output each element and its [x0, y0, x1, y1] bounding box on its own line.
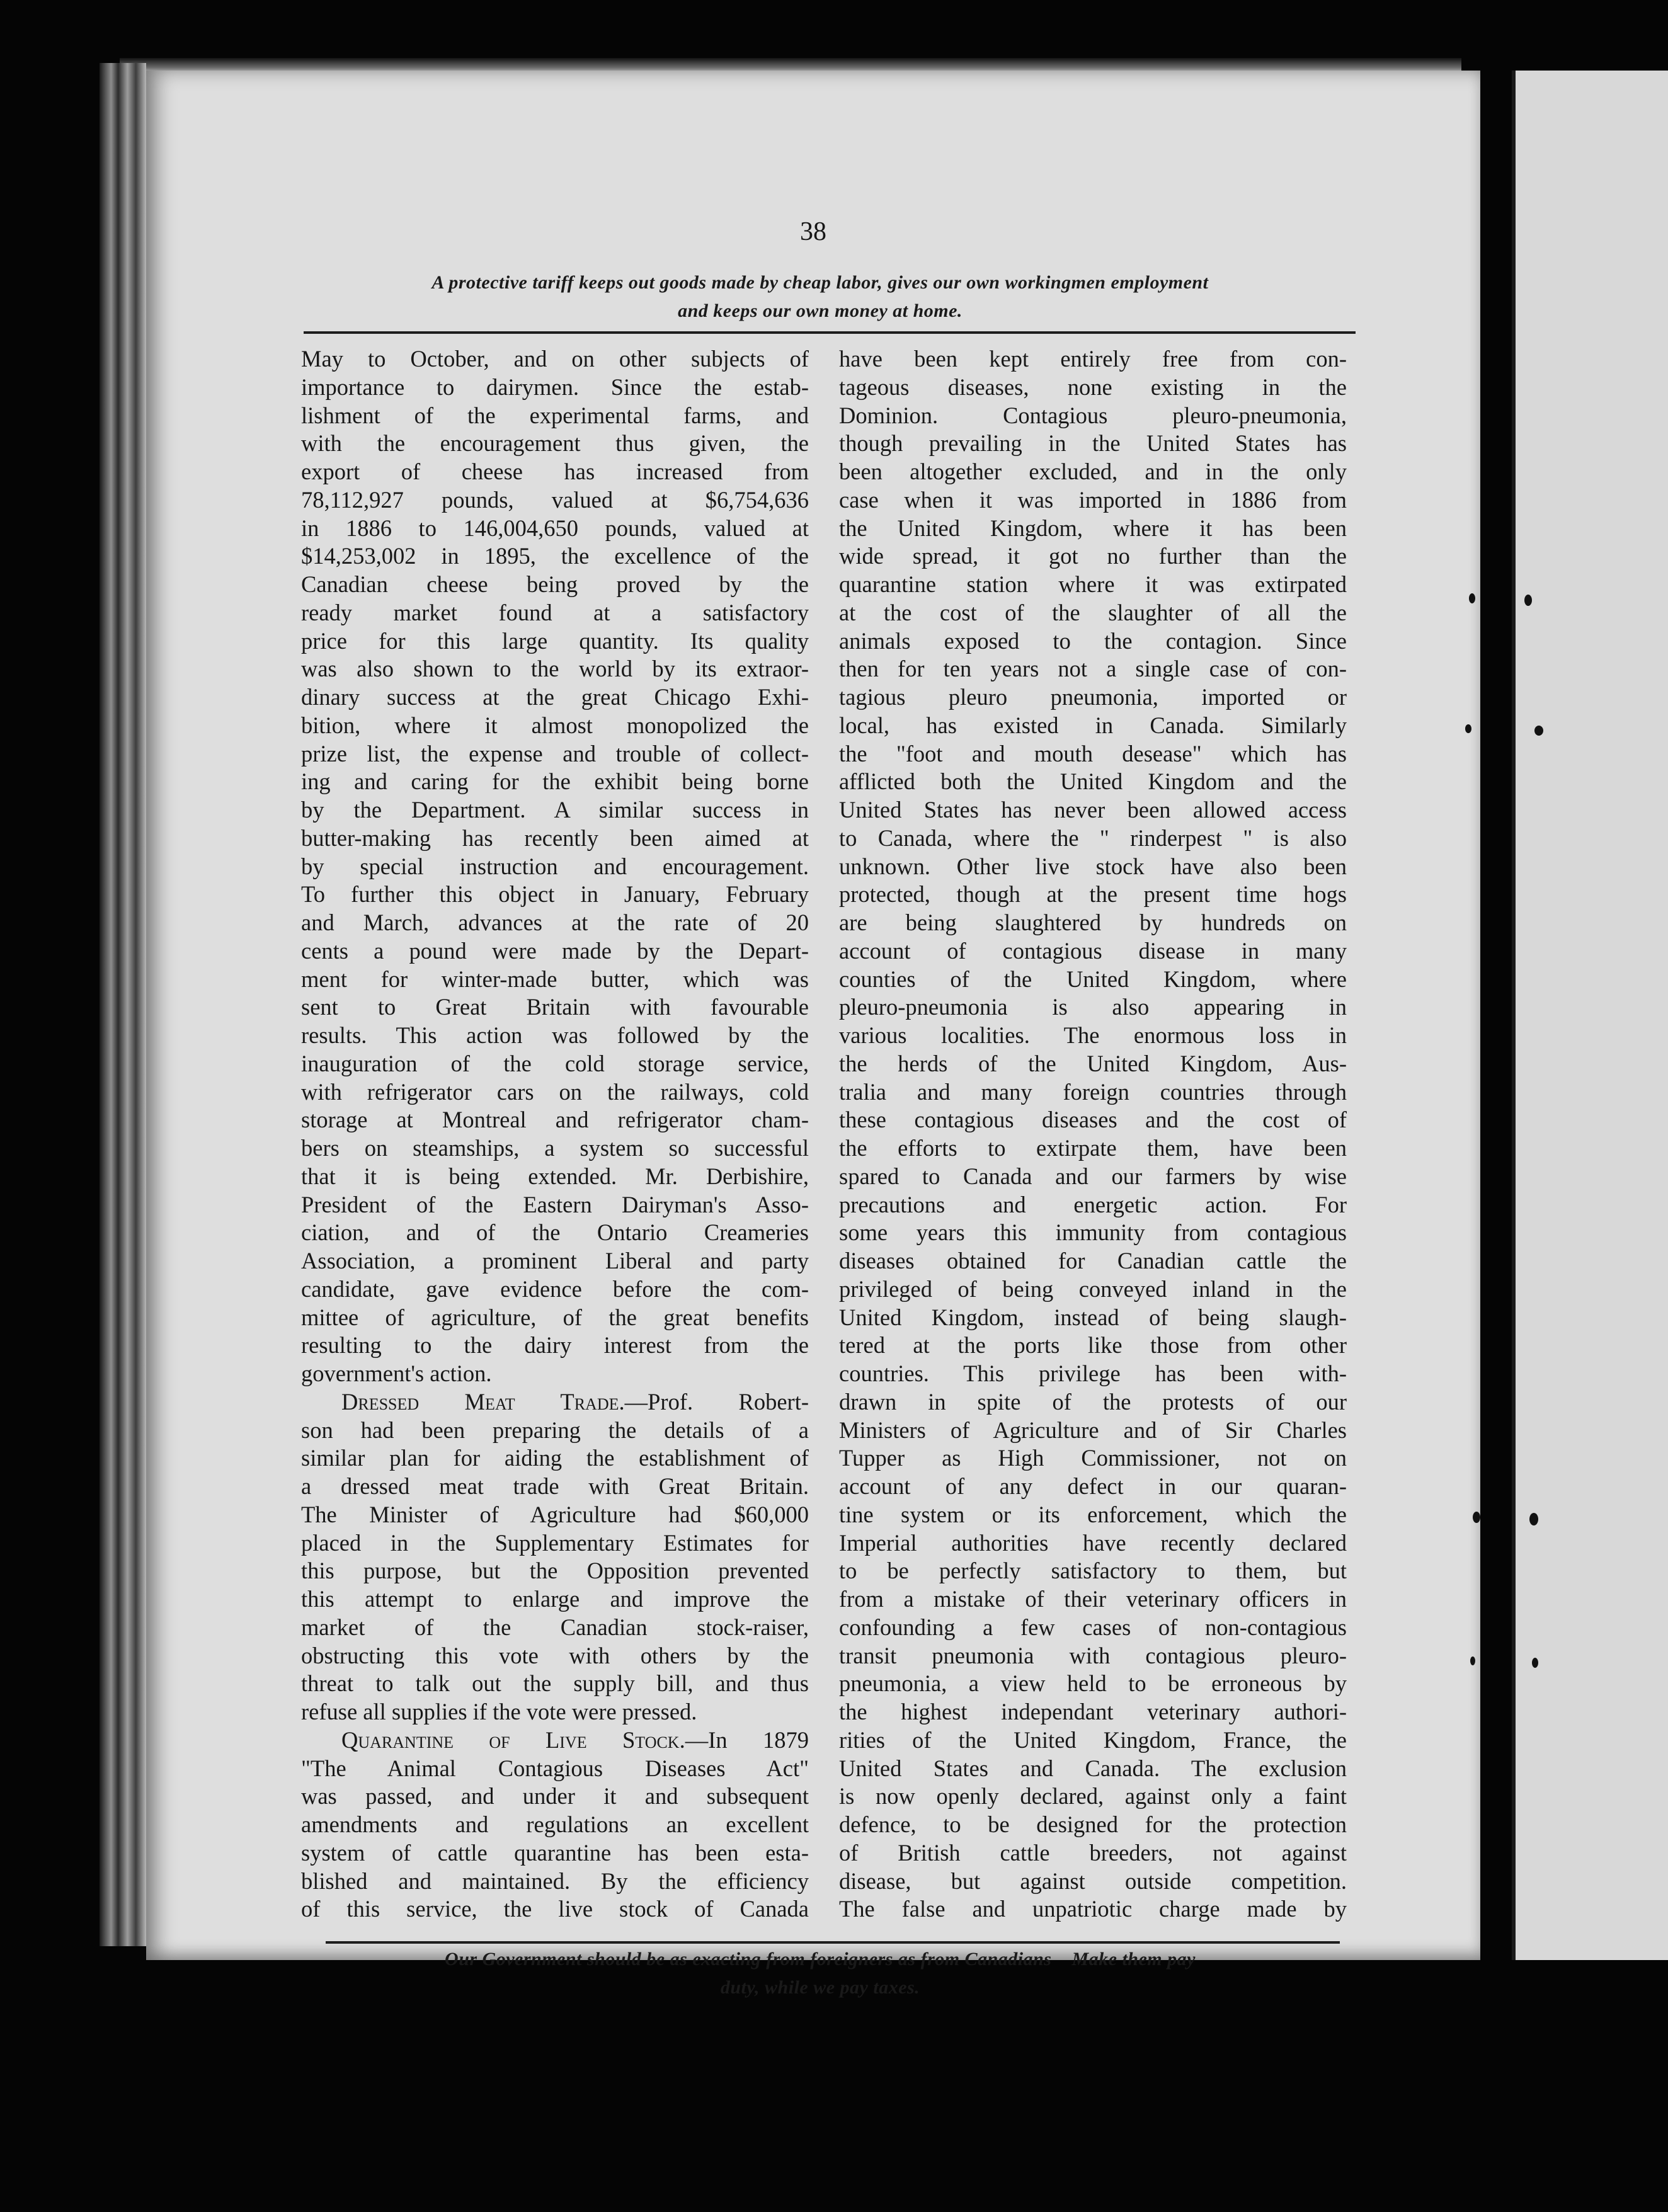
text-line: Association, a prominent Liberal and party — [301, 1248, 809, 1274]
text-line: the herds of the United Kingdom, Aus- — [839, 1050, 1347, 1076]
text-line: pneumonia, a view held to be erroneous by — [839, 1670, 1347, 1697]
text-line: candidate, gave evidence before the com- — [301, 1275, 809, 1302]
text-line: "The Animal Contagious Diseases Act" — [301, 1755, 809, 1781]
text-line: tageous diseases, none existing in the — [839, 373, 1347, 400]
text-line: was also shown to the world by its extraor- — [301, 656, 809, 682]
ink-speck — [1470, 1656, 1475, 1665]
text-line: was passed, and under it and subsequent — [301, 1783, 809, 1810]
text-line: ment for winter-made butter, which was — [301, 966, 809, 992]
text-line: account of any defect in our quaran- — [839, 1473, 1347, 1499]
text-line: son had been preparing the details of a — [301, 1417, 809, 1443]
ink-speck — [1473, 1512, 1480, 1523]
text-line: $14,253,002 in 1895, the excellence of the — [301, 543, 809, 569]
text-line: The false and unpatriotic charge made by — [839, 1896, 1347, 1922]
text-line: Tupper as High Commissioner, not on — [839, 1445, 1347, 1471]
text-line: by the Department. A similar success in — [301, 797, 809, 823]
text-line: case when it was imported in 1886 from — [839, 486, 1347, 513]
text-line: precautions and energetic action. For — [839, 1191, 1347, 1217]
text-line: butter-making has recently been aimed at — [301, 824, 809, 851]
text-line: price for this large quantity. Its quality — [301, 627, 809, 654]
text-line: cents a pound were made by the Depart- — [301, 937, 809, 964]
text-line: transit pneumonia with contagious pleuro- — [839, 1642, 1347, 1668]
text-line: animals exposed to the contagion. Since — [839, 627, 1347, 654]
text-line: United Kingdom, instead of being slaugh- — [839, 1304, 1347, 1330]
text-line: results. This action was followed by the — [301, 1022, 809, 1048]
text-line: have been kept entirely free from con- — [839, 346, 1347, 372]
text-line: export of cheese has increased from — [301, 459, 809, 484]
text-line: the United Kingdom, where it has been — [839, 515, 1347, 541]
text-line: a dressed meat trade with Great Britain. — [301, 1473, 809, 1499]
text-line: to be perfectly satisfactory to them, but — [839, 1558, 1347, 1584]
text-line: Dominion. Contagious pleuro-pneumonia, — [839, 402, 1347, 428]
text-line: similar plan for aiding the establishment of — [301, 1445, 809, 1471]
header-rule — [304, 331, 1356, 334]
text-line — [301, 1388, 809, 1417]
ink-speck — [1465, 724, 1471, 733]
text-line: United States has never been allowed access — [839, 797, 1347, 823]
text-line: afflicted both the United Kingdom and the — [839, 768, 1347, 795]
text-line: tered at the ports like those from other — [839, 1332, 1347, 1359]
text-line: To further this object in January, February — [301, 881, 809, 908]
footer-motto-line: duty, while we pay taxes. — [720, 1976, 920, 1998]
text-line: ciation, and of the Ontario Creameries — [301, 1219, 809, 1246]
text-line: various localities. The enormous loss in — [839, 1022, 1347, 1048]
text-line: government's action. — [301, 1360, 492, 1386]
text-line: privileged of being conveyed inland in the — [839, 1275, 1347, 1302]
text-line: this purpose, but the Opposition prevented — [301, 1558, 809, 1584]
text-line: disease, but against outside competition. — [839, 1867, 1347, 1894]
text-line: account of contagious disease in many — [839, 937, 1347, 964]
text-line: inauguration of the cold storage service, — [301, 1050, 809, 1076]
text-line: obstructing this vote with others by the — [301, 1642, 809, 1668]
text-fragment: —In 1879 — [685, 1726, 809, 1753]
section-heading-dressed-meat-trade: Dressed Meat Trade. — [341, 1388, 625, 1415]
text-fragment: —Prof. Robert- — [624, 1388, 809, 1415]
text-line: prize list, the expense and trouble of collect- — [301, 740, 809, 767]
text-line: United States and Canada. The exclusion — [839, 1755, 1347, 1781]
text-line: diseases obtained for Canadian cattle the — [839, 1248, 1347, 1274]
text-line: the "foot and mouth desease" which has — [839, 740, 1347, 767]
text-line: threat to talk out the supply bill, and thus — [301, 1670, 809, 1697]
text-line: from a mistake of their veterinary officers in — [839, 1586, 1347, 1612]
text-line: market of the Canadian stock-raiser, — [301, 1614, 809, 1640]
text-line: importance to dairymen. Since the estab- — [301, 373, 809, 400]
right-column — [839, 345, 1347, 1924]
text-line: refuse all supplies if the vote were pressed. — [301, 1699, 697, 1725]
text-line: of this service, the live stock of Canada — [301, 1896, 809, 1922]
text-line: mittee of agriculture, of the great benefits — [301, 1304, 809, 1330]
text-line: that it is being extended. Mr. Derbishire, — [301, 1163, 809, 1189]
header-motto-line: and keeps our own money at home. — [678, 300, 963, 321]
text-line: drawn in spite of the protests of our — [839, 1388, 1347, 1415]
text-line: protected, though at the present time hogs — [839, 881, 1347, 908]
text-line: tine system or its enforcement, which the — [839, 1501, 1347, 1527]
text-line: the efforts to extirpate them, have been — [839, 1135, 1347, 1161]
text-line: local, has existed in Canada. Similarly — [839, 712, 1347, 738]
text-line: though prevailing in the United States has — [839, 430, 1347, 457]
text-line: is now openly declared, against only a faint — [839, 1783, 1347, 1810]
document-page — [146, 71, 1480, 1998]
text-line: of British cattle breeders, not against — [839, 1839, 1347, 1866]
text-line: with refrigerator cars on the railways, cold — [301, 1078, 809, 1105]
text-line — [301, 1726, 809, 1755]
text-line: wide spread, it got no further than the — [839, 543, 1347, 569]
adjacent-page-edge — [1512, 71, 1668, 1960]
text-line: spared to Canada and our farmers by wise — [839, 1163, 1347, 1189]
text-line: been altogether excluded, and in the only — [839, 459, 1347, 484]
text-line: bers on steamships, a system so successful — [301, 1135, 809, 1161]
text-line: then for ten years not a single case of con- — [839, 656, 1347, 682]
text-line: countries. This privilege has been with- — [839, 1360, 1347, 1386]
text-line: this attempt to enlarge and improve the — [301, 1586, 809, 1612]
text-line: and March, advances at the rate of 20 — [301, 909, 809, 935]
text-line: the highest independant veterinary authori- — [839, 1699, 1347, 1725]
text-line: storage at Montreal and refrigerator cham- — [301, 1107, 809, 1133]
text-line: by special instruction and encouragement. — [301, 853, 809, 879]
page-stack-left-edge — [100, 63, 146, 1946]
text-line: rities of the United Kingdom, France, the — [839, 1726, 1347, 1753]
text-line: The Minister of Agriculture had $60,000 — [301, 1501, 809, 1527]
text-line: quarantine station where it was extirpated — [839, 571, 1347, 597]
footer-motto — [316, 1947, 1324, 2004]
header-motto — [297, 271, 1343, 328]
text-line: these contagious diseases and the cost of — [839, 1107, 1347, 1133]
text-line: amendments and regulations an excellent — [301, 1811, 809, 1837]
text-line: May to October, and on other subjects of — [301, 346, 809, 372]
text-line: to Canada, where the " rinderpest " is also — [839, 824, 1347, 851]
text-line: 78,112,927 pounds, valued at $6,754,636 — [301, 486, 809, 513]
footer-motto-line: Our Government should be as exacting from foreigners as from Canadians Make them pay — [445, 1949, 1196, 1970]
text-line: confounding a few cases of non-contagious — [839, 1614, 1347, 1640]
text-line: some years this immunity from contagious — [839, 1219, 1347, 1246]
text-line: bition, where it almost monopolized the — [301, 712, 809, 738]
text-line: are being slaughtered by hundreds on — [839, 909, 1347, 935]
text-line: counties of the United Kingdom, where — [839, 966, 1347, 992]
text-line: ready market found at a satisfactory — [301, 599, 809, 625]
left-column — [301, 345, 809, 1924]
text-line: lishment of the experimental farms, and — [301, 402, 809, 428]
text-line: Ministers of Agriculture and of Sir Charles — [839, 1417, 1347, 1443]
text-line: Imperial authorities have recently declared — [839, 1529, 1347, 1556]
text-line: tralia and many foreign countries through — [839, 1078, 1347, 1105]
text-line: in 1886 to 146,004,650 pounds, valued at — [301, 515, 809, 541]
text-line: President of the Eastern Dairyman's Asso- — [301, 1191, 809, 1217]
header-motto-line: A protective tariff keeps out goods made by cheap labor, gives our own workingmen employment — [431, 272, 1209, 293]
text-line: pleuro-pneumonia is also appearing in — [839, 994, 1347, 1020]
text-line: at the cost of the slaughter of all the — [839, 599, 1347, 625]
text-line: placed in the Supplementary Estimates for — [301, 1529, 809, 1556]
text-line: system of cattle quarantine has been esta- — [301, 1839, 809, 1866]
text-line: sent to Great Britain with favourable — [301, 994, 809, 1020]
footer-rule — [326, 1941, 1340, 1944]
text-line: dinary success at the great Chicago Exhi- — [301, 684, 809, 710]
text-line: unknown. Other live stock have also been — [839, 853, 1347, 879]
text-line: ing and caring for the exhibit being borne — [301, 768, 809, 795]
text-line: resulting to the dairy interest from the — [301, 1332, 809, 1359]
text-line: Canadian cheese being proved by the — [301, 571, 809, 597]
text-line: defence, to be designed for the protection — [839, 1811, 1347, 1837]
text-line: tagious pleuro pneumonia, imported or — [839, 684, 1347, 710]
page-number: 38 — [800, 217, 826, 246]
ink-speck — [1469, 593, 1475, 603]
text-line: blished and maintained. By the efficiency — [301, 1867, 809, 1894]
text-line: with the encouragement thus given, the — [301, 430, 809, 457]
section-heading-quarantine-of-live-stock: Quarantine of Live Stock. — [341, 1726, 685, 1753]
